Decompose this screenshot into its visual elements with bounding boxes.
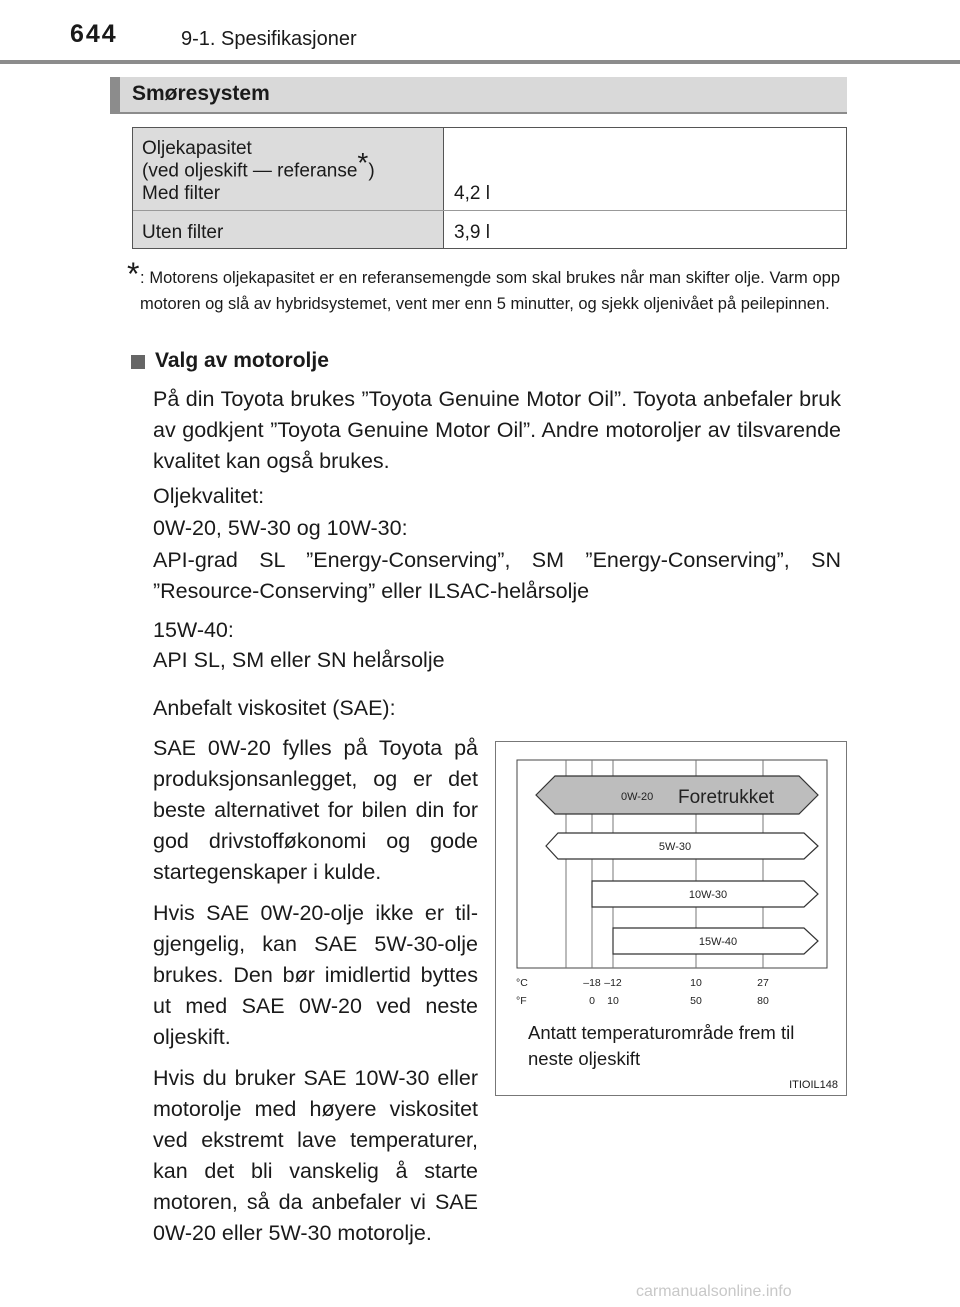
bar-label-10w-30: 10W-30 — [688, 889, 728, 901]
celsius-tick: 27 — [757, 977, 769, 989]
heading-text-post: referanse — [271, 160, 358, 182]
section-heading-accent — [110, 77, 120, 112]
heading-dash: — — [252, 160, 272, 182]
footnote-reference: * — [357, 147, 369, 178]
viscosity-label: Anbefalt viskositet (SAE): — [153, 696, 396, 720]
bar-label-preferred: Foretrukket — [678, 787, 775, 808]
grade-group-label: 0W-20, 5W-30 og 10W-30: — [153, 516, 408, 540]
heading-text-pre: (ved oljeskift — [142, 160, 253, 182]
watermark: carmanualsonline.info — [636, 1283, 792, 1300]
viscosity-explanation — [153, 733, 478, 1259]
figure-code: ITIOIL148 — [789, 1079, 838, 1091]
viscosity-paragraph: Hvis SAE 0W-20-olje ikke er til-gjengelig, kan SAE 5W-30-olje brukes. Den bør imidlertid byttes ut med SAE 0W-20 ved neste oljeskift. — [153, 901, 478, 1049]
chapter-title: 9-1. Spesifikasjoner — [181, 28, 357, 50]
heading-close: ) — [368, 160, 375, 182]
grade-group-spec: API SL, SM eller SN helårsolje — [153, 648, 445, 672]
grade-group-label: 15W-40: — [153, 618, 234, 642]
table-row-label: Uten filter — [142, 222, 224, 243]
bar-0w-20 — [536, 776, 818, 814]
subsection-title: Valg av motorolje — [155, 349, 329, 372]
fahrenheit-tick: 50 — [690, 995, 702, 1007]
intro-paragraph: På din Toyota brukes ”Toyota Genuine Motor Oil”. Toyota anbefaler bruk av godkjent ”Toyota Genuine Motor Oil”. Andre motoroljer av tilsvarende kvalitet kan også brukes. — [153, 387, 841, 473]
viscosity-paragraph: SAE 0W-20 fylles på Toyota på produksjonsanlegget, og er det beste alternativet for bilen din for god drivstofføkonomi og gode startegenskaper i kulde. — [153, 736, 478, 884]
table-row-divider — [133, 210, 846, 211]
figure-caption: Antatt temperaturområde frem til neste oljeskift — [528, 1022, 795, 1069]
table-heading-line1: Oljekapasitet — [142, 138, 252, 159]
fahrenheit-tick: 0 — [589, 995, 595, 1007]
viscosity-temperature-figure — [495, 741, 847, 1096]
viscosity-paragraph: Hvis du bruker SAE 10W-30 eller motorolje med høyere viskositet ved ekstremt lave temperaturer, kan det bli vanskelig å starte motoren, så da anbefaler vi SAE 0W-20 eller 5W-30 motorolje. — [153, 1066, 478, 1245]
section-title: Smøresystem — [132, 82, 270, 105]
celsius-unit: °C — [516, 977, 528, 989]
bar-label-5w-30: 5W-30 — [658, 841, 692, 853]
subheading-bullet-icon — [131, 355, 145, 369]
celsius-tick: –12 — [604, 977, 622, 989]
oil-quality-label: Oljekvalitet: — [153, 484, 265, 508]
celsius-tick: 10 — [690, 977, 702, 989]
header-rule — [0, 60, 960, 64]
celsius-tick: –18 — [583, 977, 601, 989]
footnote-marker: * — [127, 256, 140, 292]
bar-label-15w-40: 15W-40 — [698, 936, 738, 948]
table-row-label: Med filter — [142, 183, 221, 204]
grade-group-spec: API-grad SL ”Energy-Conserving”, SM ”Energy-Conserving”, SN ”Resource-Conserving” eller ILSAC-helårsolje — [153, 548, 841, 603]
fahrenheit-tick: 10 — [607, 995, 619, 1007]
fahrenheit-unit: °F — [516, 995, 527, 1007]
section-heading — [110, 77, 847, 114]
footnote-text: : Motorens oljekapasitet er en referansemengde som skal brukes når man skifter olje. Varm opp motoren og slå av hybridsystemet, vent mer enn 5 minutter, og sjekk oljenivået på peilepinnen. — [140, 269, 840, 313]
table-row-value: 3,9 l — [454, 222, 490, 243]
bar-label-0w-20: 0W-20 — [621, 791, 654, 803]
oil-capacity-table — [132, 127, 847, 249]
fahrenheit-tick: 80 — [757, 995, 769, 1007]
page-number: 644 — [70, 20, 118, 48]
table-row-value: 4,2 l — [454, 183, 490, 204]
